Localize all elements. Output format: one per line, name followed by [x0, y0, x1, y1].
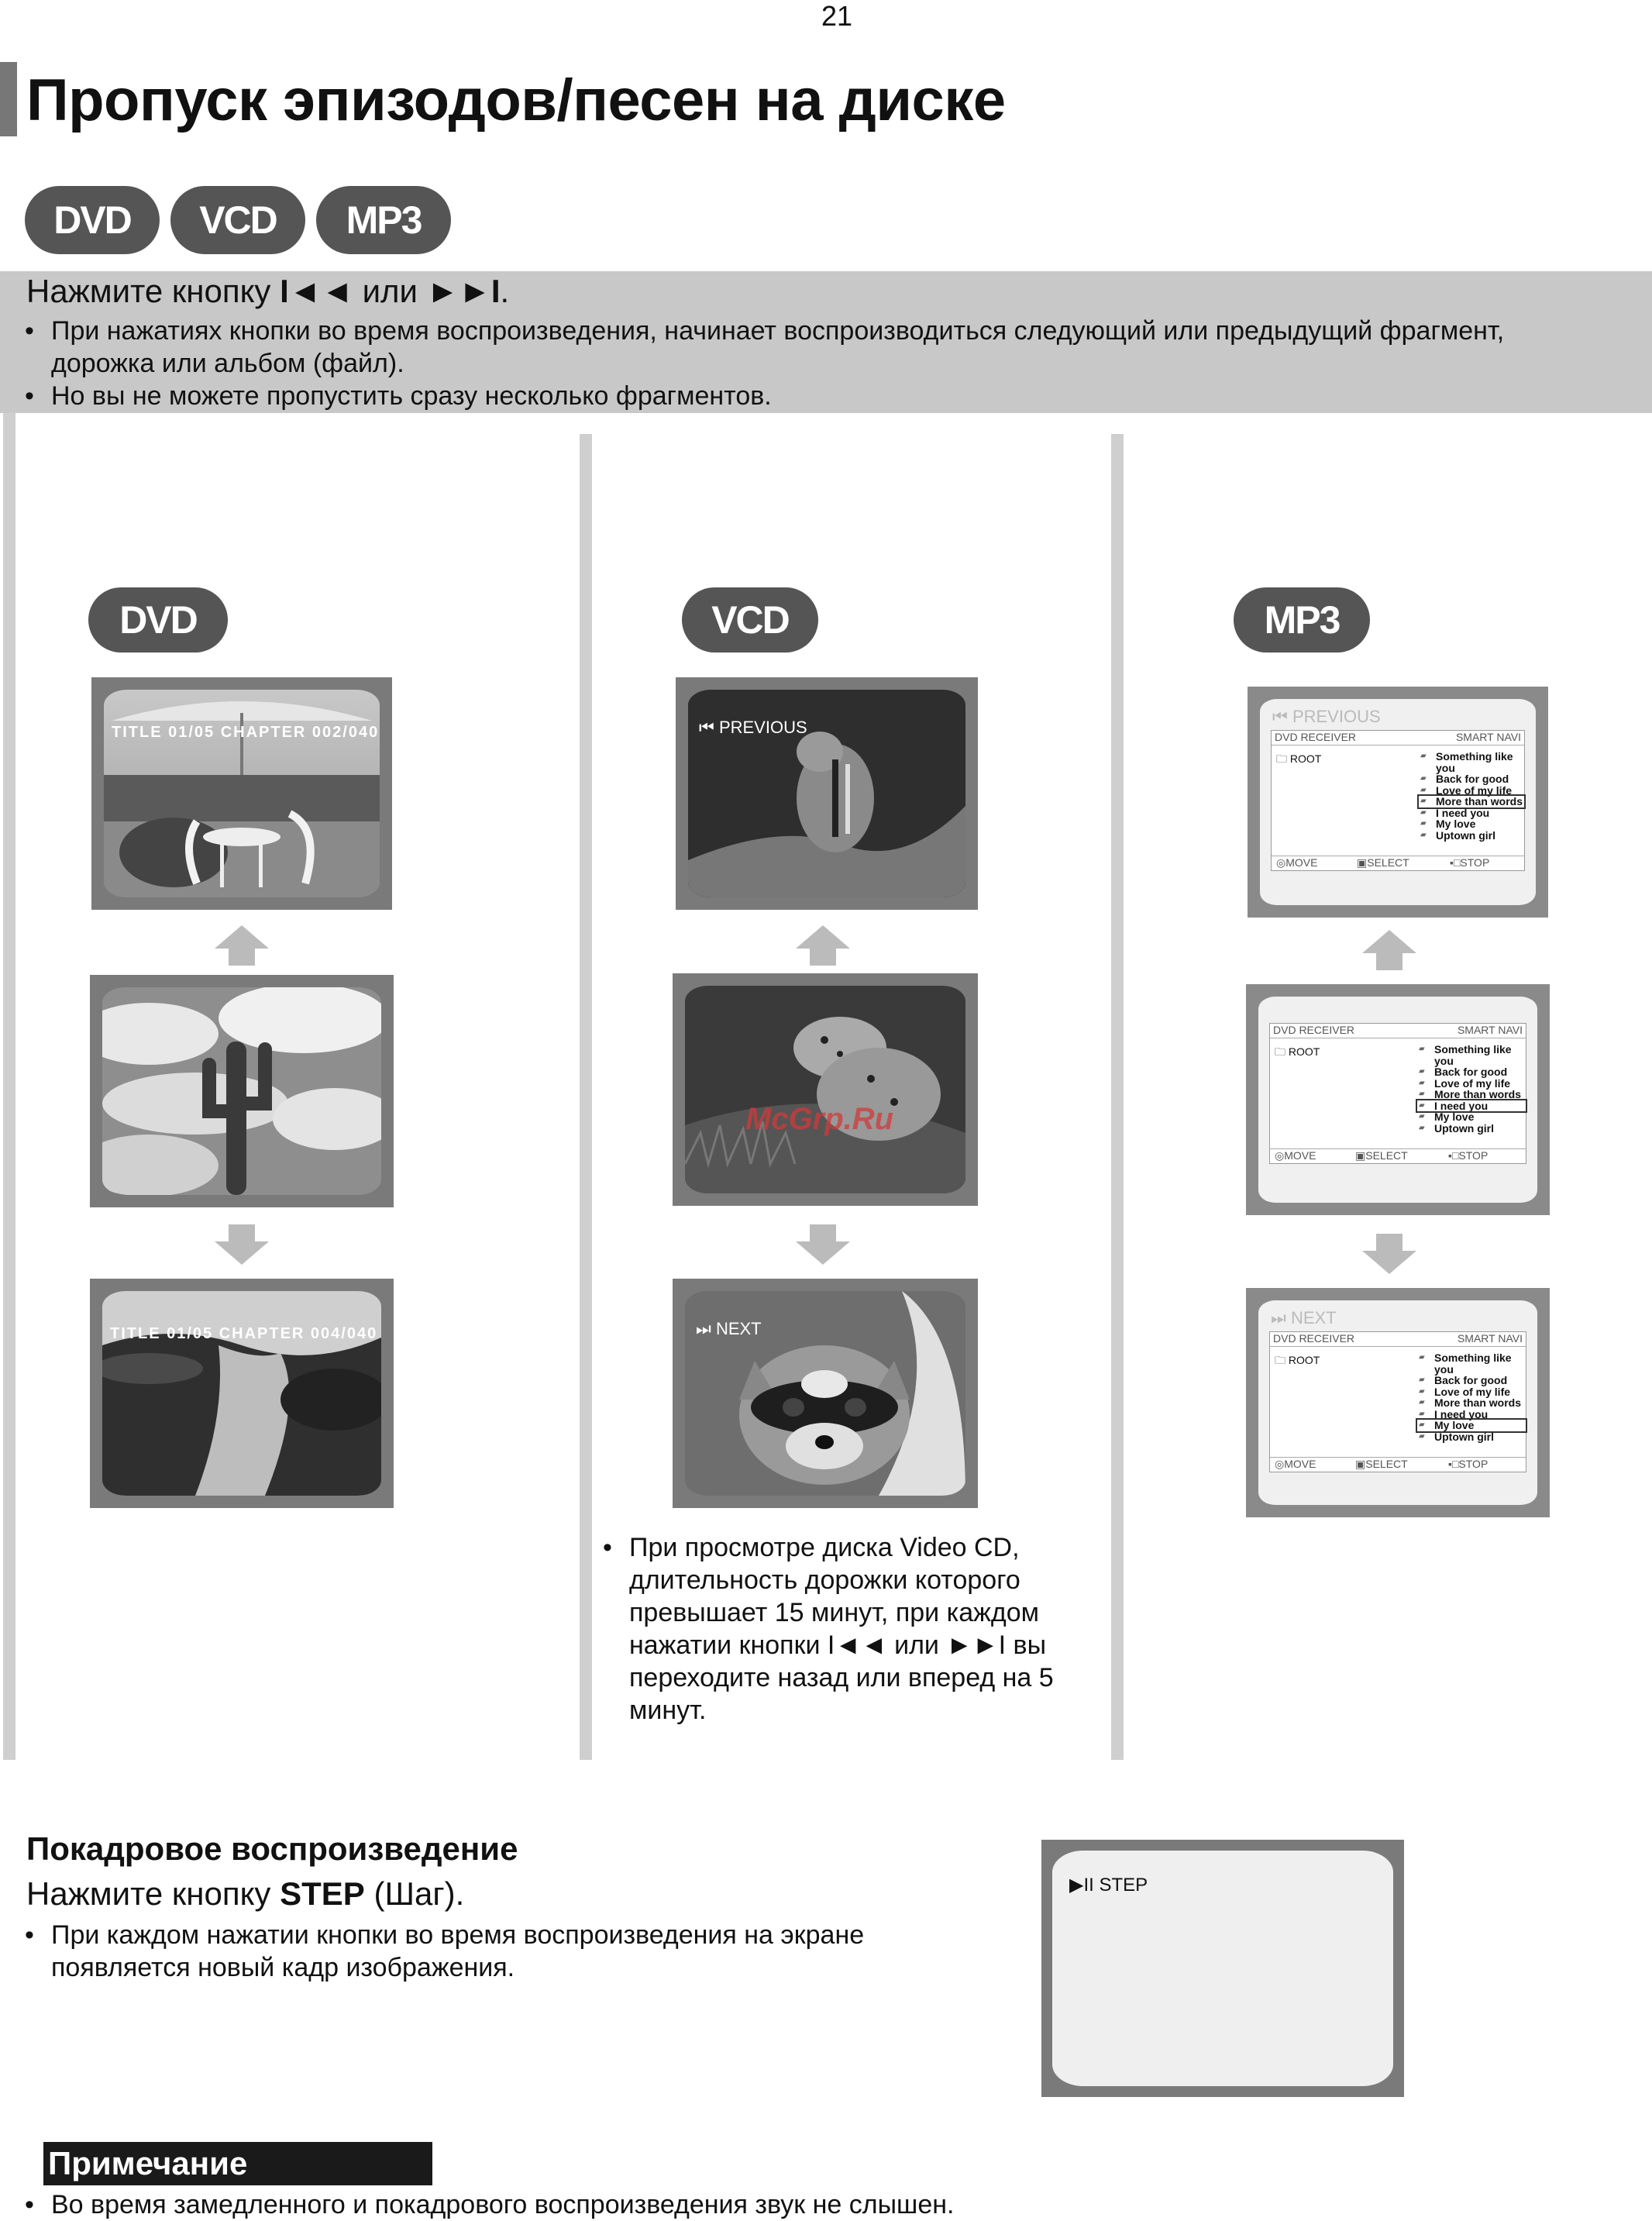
dvd-screen-next — [90, 1279, 394, 1508]
column-label-vcd: VCD — [682, 587, 818, 653]
footer-stop: ▪□STOP — [1448, 1458, 1489, 1470]
cactus-scene-image — [102, 987, 381, 1195]
browser-header-left: DVD RECEIVER — [1273, 1332, 1355, 1345]
mp3-file-browser — [1269, 1023, 1526, 1164]
previous-track-icon: ⏮ — [699, 718, 714, 737]
watermark-text: McGrp.Ru — [745, 1102, 894, 1136]
step-bullet: • При каждом нажатии кнопки во время воспроизведения на экране появляется новый кадр изображения. — [25, 1920, 865, 1982]
vcd-osd-prev: ⏮ PREVIOUS — [699, 718, 807, 737]
footer-stop: ▪□STOP — [1448, 1149, 1489, 1162]
arrow-down-icon — [1362, 1234, 1416, 1274]
dvd-osd-next: TITLE 01/05 CHAPTER 004/040 — [110, 1325, 378, 1342]
browser-header-right: SMART NAVI — [1457, 1332, 1523, 1345]
mp3-screen-next — [1246, 1288, 1550, 1517]
browser-header-right: SMART NAVI — [1457, 1024, 1523, 1036]
instruction-middle: или — [353, 273, 427, 309]
track-item: ▰ Something like you — [1417, 1044, 1526, 1066]
track-item: ▰ My love — [1419, 818, 1524, 830]
instruction-bullet-1-cont: дорожка или альбом (файл). — [51, 349, 404, 378]
column-divider-left — [3, 413, 15, 1760]
instruction-prefix: Нажмите кнопку — [26, 273, 280, 309]
column-divider-1 — [580, 434, 592, 1760]
cheetah-scene-image — [685, 986, 965, 1193]
badge-vcd: VCD — [170, 186, 305, 254]
track-item: ▰ I need you — [1417, 1409, 1526, 1420]
footer-move: ◎MOVE — [1275, 1458, 1316, 1470]
track-item: ▰ Uptown girl — [1417, 1431, 1526, 1443]
step-instruction: Нажмите кнопку STEP (Шаг). — [26, 1875, 465, 1912]
browser-header-right: SMART NAVI — [1455, 731, 1521, 743]
footer-select: ▣SELECT — [1357, 856, 1409, 869]
browser-header-left: DVD RECEIVER — [1275, 731, 1357, 743]
next-track-icon: ⏭ — [1271, 1308, 1286, 1327]
vcd-screen-next — [673, 1279, 978, 1508]
vcd-screen-next-image — [685, 1291, 965, 1496]
vcd-note-bullet: • — [603, 1533, 612, 1562]
dvd-screen-prev-image — [104, 690, 380, 897]
step-heading: Покадровое воспроизведение — [26, 1830, 518, 1867]
track-item-selected: ▰ I need you — [1417, 1100, 1526, 1112]
footer-select: ▣SELECT — [1355, 1149, 1408, 1162]
column-divider-2 — [1111, 434, 1124, 1760]
footer-move: ◎MOVE — [1276, 856, 1318, 869]
instruction-suffix: . — [500, 273, 510, 309]
dvd-screen-current-image — [102, 987, 381, 1195]
badge-mp3: MP3 — [316, 186, 451, 254]
arrow-up-icon — [215, 925, 269, 966]
track-item: ▰ Uptown girl — [1417, 1123, 1526, 1135]
track-item: ▰ Something like you — [1417, 1352, 1526, 1375]
badge-dvd: DVD — [25, 186, 160, 254]
track-item-selected: ▰ More than words — [1419, 796, 1524, 807]
track-list — [1417, 1044, 1526, 1134]
track-item: ▰ Back for good — [1417, 1375, 1526, 1386]
mp3-screen-prev — [1248, 687, 1548, 918]
track-item: ▰ I need you — [1419, 807, 1524, 819]
patio-scene-image — [104, 690, 380, 897]
dvd-screen-current — [90, 975, 394, 1207]
page-title: Пропуск эпизодов/песен на диске — [26, 67, 1006, 133]
vcd-screen-prev-image — [688, 690, 965, 897]
root-folder: 🗀 ROOT — [1276, 752, 1322, 765]
arrow-down-icon — [796, 1224, 850, 1265]
browser-header-left: DVD RECEIVER — [1273, 1024, 1355, 1036]
previous-track-icon: ⏮ — [1272, 707, 1288, 726]
prev-button-symbol: I◄◄ — [280, 273, 353, 309]
track-item: ▰ Back for good — [1417, 1066, 1526, 1078]
track-item: ▰ Love of my life — [1417, 1386, 1526, 1398]
dvd-screen-next-image — [102, 1291, 381, 1496]
arrow-up-icon — [1362, 930, 1416, 970]
mp3-file-browser — [1271, 730, 1525, 871]
note-text: • Во время замедленного и покадрового воспроизведения звук не слышен. — [25, 2190, 955, 2219]
mp3-screen-current — [1246, 984, 1550, 1215]
step-osd: ▶II STEP — [1069, 1875, 1148, 1896]
footer-select: ▣SELECT — [1355, 1458, 1408, 1470]
column-label-dvd: DVD — [88, 587, 228, 653]
vcd-note: • При просмотре диска Video CD, длительность дорожки которого превышает 15 минут, при каждом нажатии кнопки I◄◄ или ►►I вы переходите назад или вперед на 5 минут. — [603, 1533, 1054, 1725]
mp3-file-browser — [1269, 1331, 1526, 1472]
next-button-symbol: ►►I — [426, 273, 501, 309]
folder-icon: 🗀 — [1275, 1045, 1285, 1058]
track-item: ▰ More than words — [1417, 1089, 1526, 1100]
track-item: ▰ Something like you — [1419, 751, 1524, 773]
arrow-down-icon — [215, 1224, 269, 1265]
track-item: ▰ More than words — [1417, 1397, 1526, 1409]
root-folder: 🗀 ROOT — [1275, 1354, 1320, 1366]
step-screen — [1041, 1840, 1404, 2097]
page-number: 21 — [821, 0, 853, 32]
track-item: ▰ Love of my life — [1417, 1078, 1526, 1090]
play-pause-icon: ▶II — [1069, 1875, 1094, 1896]
footer-stop: ▪□STOP — [1450, 856, 1490, 869]
instruction-bullet-2: • Но вы не можете пропустить сразу несколько фрагментов. — [25, 381, 772, 411]
mp3-osd-prev: ⏮ PREVIOUS — [1272, 707, 1381, 726]
track-item: ▰ Love of my life — [1419, 785, 1524, 797]
dvd-screen-prev — [91, 677, 392, 910]
vcd-screen-current-image — [685, 986, 965, 1193]
dvd-osd-prev: TITLE 01/05 CHAPTER 002/040 — [112, 724, 380, 741]
track-item: ▰ Back for good — [1419, 773, 1524, 785]
vcd-screen-prev — [676, 677, 978, 910]
vcd-screen-current — [673, 973, 978, 1206]
note-heading: Примечание — [43, 2142, 432, 2185]
folder-icon: 🗀 — [1276, 752, 1287, 765]
track-list — [1419, 751, 1524, 841]
folder-icon: 🗀 — [1275, 1354, 1285, 1366]
track-item: ▰ Uptown girl — [1419, 830, 1524, 842]
arrow-up-icon — [796, 925, 850, 966]
instruction-line — [26, 273, 509, 310]
track-item-selected: ▰ My love — [1417, 1420, 1526, 1431]
title-bar-accent — [0, 62, 17, 136]
column-label-mp3: MP3 — [1234, 587, 1370, 653]
step-key: STEP — [280, 1875, 365, 1912]
vcd-osd-next: ⏭ NEXT — [696, 1319, 762, 1338]
instruction-bullet-1: • При нажатиях кнопки во время воспроизведения, начинает воспроизводиться следующий или предыдущий фрагмент, — [25, 316, 1505, 346]
footer-move: ◎MOVE — [1275, 1149, 1316, 1162]
root-folder: 🗀 ROOT — [1275, 1045, 1320, 1058]
mp3-osd-next: ⏭ NEXT — [1271, 1308, 1337, 1327]
track-list — [1417, 1352, 1526, 1442]
track-item: ▰ My love — [1417, 1111, 1526, 1123]
next-track-icon: ⏭ — [696, 1319, 711, 1338]
waterfall-scene-image — [102, 1291, 381, 1496]
